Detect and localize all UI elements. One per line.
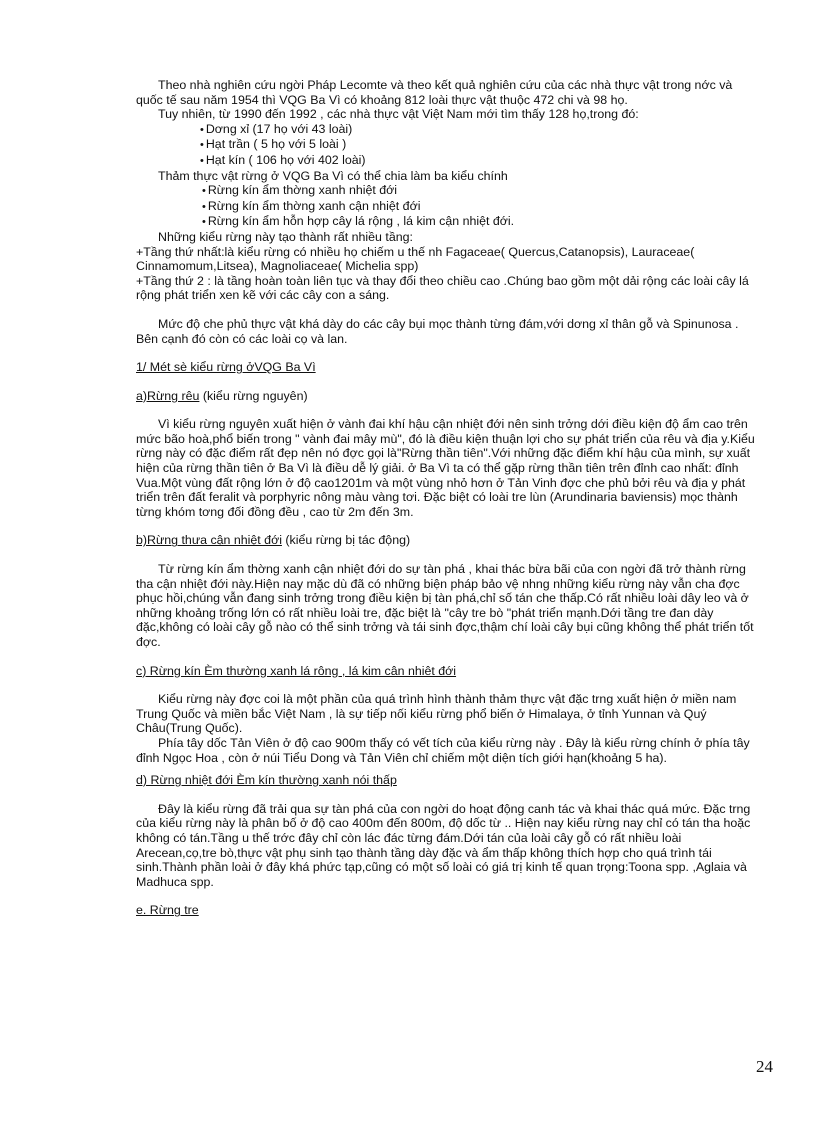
document-body xyxy=(136,78,758,918)
subheading-d: d) Rừng nhiệt đới Èm kín thường xanh nói thấp xyxy=(136,773,397,788)
paragraph-vegetation: Thảm thực vật rừng ở VQG Ba Vì có thể chia làm ba kiểu chính xyxy=(158,168,508,183)
paragraph-intro: Theo nhà nghiên cứu ngời Pháp Lecomte và theo kết quả nghiên cứu của các nhà thực vật trong nớc và quốc tế sau năm 1954 thì VQG Ba Vì có khoảng 812 loài thực vật thuộc 472 chi và 98 họ. xyxy=(136,78,733,107)
subheading-b xyxy=(136,533,758,548)
paragraph-families: Tuy nhiên, từ 1990 đến 1992 , các nhà thực vật Việt Nam mới tìm thấy 128 họ,trong đó: xyxy=(158,107,639,122)
paragraph-layer-1: +Tầng thứ nhất:là kiểu rừng có nhiều họ chiếm u thế nh Fagaceae( Quercus,Catanopsis), Lauraceae( Cinnamomum,Litsea), Magnoliaceae( Michelia spp) xyxy=(136,244,695,274)
paragraph-moss-forest: Vì kiểu rừng nguyên xuất hiện ở vành đai khí hậu cận nhiệt đới nên sinh trởng dới điều kiện độ ẩm cao trên mức bão hoà,phổ biến trong " vành đai mây mù", đó là điều kiện thuận lợi cho sự phát triển của rêu và địa y.Kiểu rừng này có đặc điểm rất đẹp nên nó đợc gọi là"Rừng thần tiên".Với những đặc điểm khí hậu của mình, sự xuất hiện của rừng thần tiên ở Ba Vì là điều dễ lý giải. ở Ba Vì ta có thể gặp rừng thần tiên trên đỉnh cao nhất: đỉnh Vua.Một vùng đất rộng lớn ở độ cao1201m và một vùng nhỏ hơn ở Tản Vinh đợc che phủ bởi rêu và địa y phát triển trên đất feralit và porphyric nông màu vàng tơi. Đặc biệt có loài tre lùn (Arundinaria baviensis) mọc thành từng khóm tơng đối đồng đều , cao từ 2m đến 3m. xyxy=(136,417,755,519)
list-item: • Hạt kín ( 106 họ với 402 loài) xyxy=(136,153,758,169)
paragraph-layer-2: +Tầng thứ 2 : là tầng hoàn toàn liên tục và thay đổi theo chiều cao .Chúng bao gồm một dải rộng các loài cây lá rộng phát triển xen kẽ với các cây con a sáng. xyxy=(136,273,749,303)
list-item: • Rừng kín ẩm hỗn hợp cây lá rộng , lá kim cận nhiệt đới. xyxy=(136,214,758,230)
page-number: 24 xyxy=(756,1057,773,1076)
subheading-c: c) Rừng kín Èm thường xanh lá rông , lá kim cân nhiêt đới xyxy=(136,663,457,678)
list-item: • Hạt trần ( 5 họ với 5 loài ) xyxy=(136,137,758,153)
list-item: • Rừng kín ẩm thờng xanh cận nhiệt đới xyxy=(136,199,758,215)
subheading-a xyxy=(136,389,758,404)
subheading-a-title: a)Rừng rêu xyxy=(136,388,200,403)
paragraph-lowland-forest: Đây là kiểu rừng đã trải qua sự tàn phá của con ngời do hoạt động canh tác và khai thác quá mức. Đặc trng của kiểu rừng này là phân bố ở độ cao 400m đến 800m, độ dốc từ .. Hiện nay kiểu rừng nay chỉ có tán tha hoặc không có tán.Tầng u thế trớc đây chỉ còn lác đác từng đám.Dới tán của loài cây gỗ có rất nhiều loài Arecean,cọ,tre bò,thực vật phụ sinh tạo thành tầng dày đặc và ẩm thấp không thích hợp cho quá trình tái sinh.Thành phần loài ở đây khá phức tạp,cũng có một số loài có giá trị kinh tế quan trọng:Toona spp. ,Aglaia và Madhuca spp. xyxy=(136,801,751,889)
paragraph-coverage: Mức độ che phủ thực vật khá dày do các cây bụi mọc thành từng đám,với dơng xỉ thân gỗ và Spinunosa . Bên cạnh đó còn có các loài cọ và lan. xyxy=(136,316,739,346)
subheading-b-title: b)Rừng thưa cận nhiệt đới xyxy=(136,533,282,548)
paragraph-mixed-forest: Kiểu rừng này đợc coi là một phần của quá trình hình thành thảm thực vật đặc trng xuất hiện ở miền nam Trung Quốc và miền bắc Việt Nam , là sự tiếp nối kiểu rừng phổ biến ở Himalaya, ở tỉnh Yunnan và Quý Châu(Trung Quốc). xyxy=(136,692,737,736)
list-item: • Rừng kín ẩm thờng xanh nhiệt đới xyxy=(136,183,758,199)
paragraph-sparse-forest: Từ rừng kín ẩm thờng xanh cận nhiệt đới do sự tàn phá , khai thác bừa bãi của con ngời đã trở thành rừng tha cận nhiệt đới này.Hiện nay mặc dù đã có những biện pháp bảo vệ nhng những kiểu rừng này vẫn cha đợc phục hồi,chúng vẫn đang sinh trởng trong điều kiện bị tàn phá,chỉ số tán che thấp.Có rất nhiều loài dây leo và ở những khoảng trống lớn có rất nhiều loài tre, đặc biệt là "cây tre bò "phát triển mạnh.Dới tầng tre đan dày đặc,không có loài cây gỗ nào có thể sinh trởng và tái sinh đợc,thậm chí loài cây bụi cũng không thể phát triển tốt đợc. xyxy=(136,562,754,649)
list-item: • Dơng xỉ (17 họ với 43 loài) xyxy=(136,122,758,138)
subheading-a-note: (kiểu rừng nguyên) xyxy=(202,388,308,403)
section-heading: 1/ Mét sè kiểu rừng ởVQG Ba Vì xyxy=(136,360,316,375)
subheading-b-note: (kiểu rừng bị tác động) xyxy=(285,533,411,548)
paragraph-tan-vien: Phía tây dốc Tản Viên ở độ cao 900m thấy có vết tích của kiểu rừng này . Đây là kiểu rừng chính ở phía tây đỉnh Ngọc Hoa , còn ở núi Tiểu Dong và Tản Viên chỉ chiếm một diện tích giới hạn(khoảng 5 ha). xyxy=(136,735,750,765)
subheading-e: e. Rừng tre xyxy=(136,903,199,918)
paragraph-layers: Những kiểu rừng này tạo thành rất nhiều tầng: xyxy=(158,229,413,244)
